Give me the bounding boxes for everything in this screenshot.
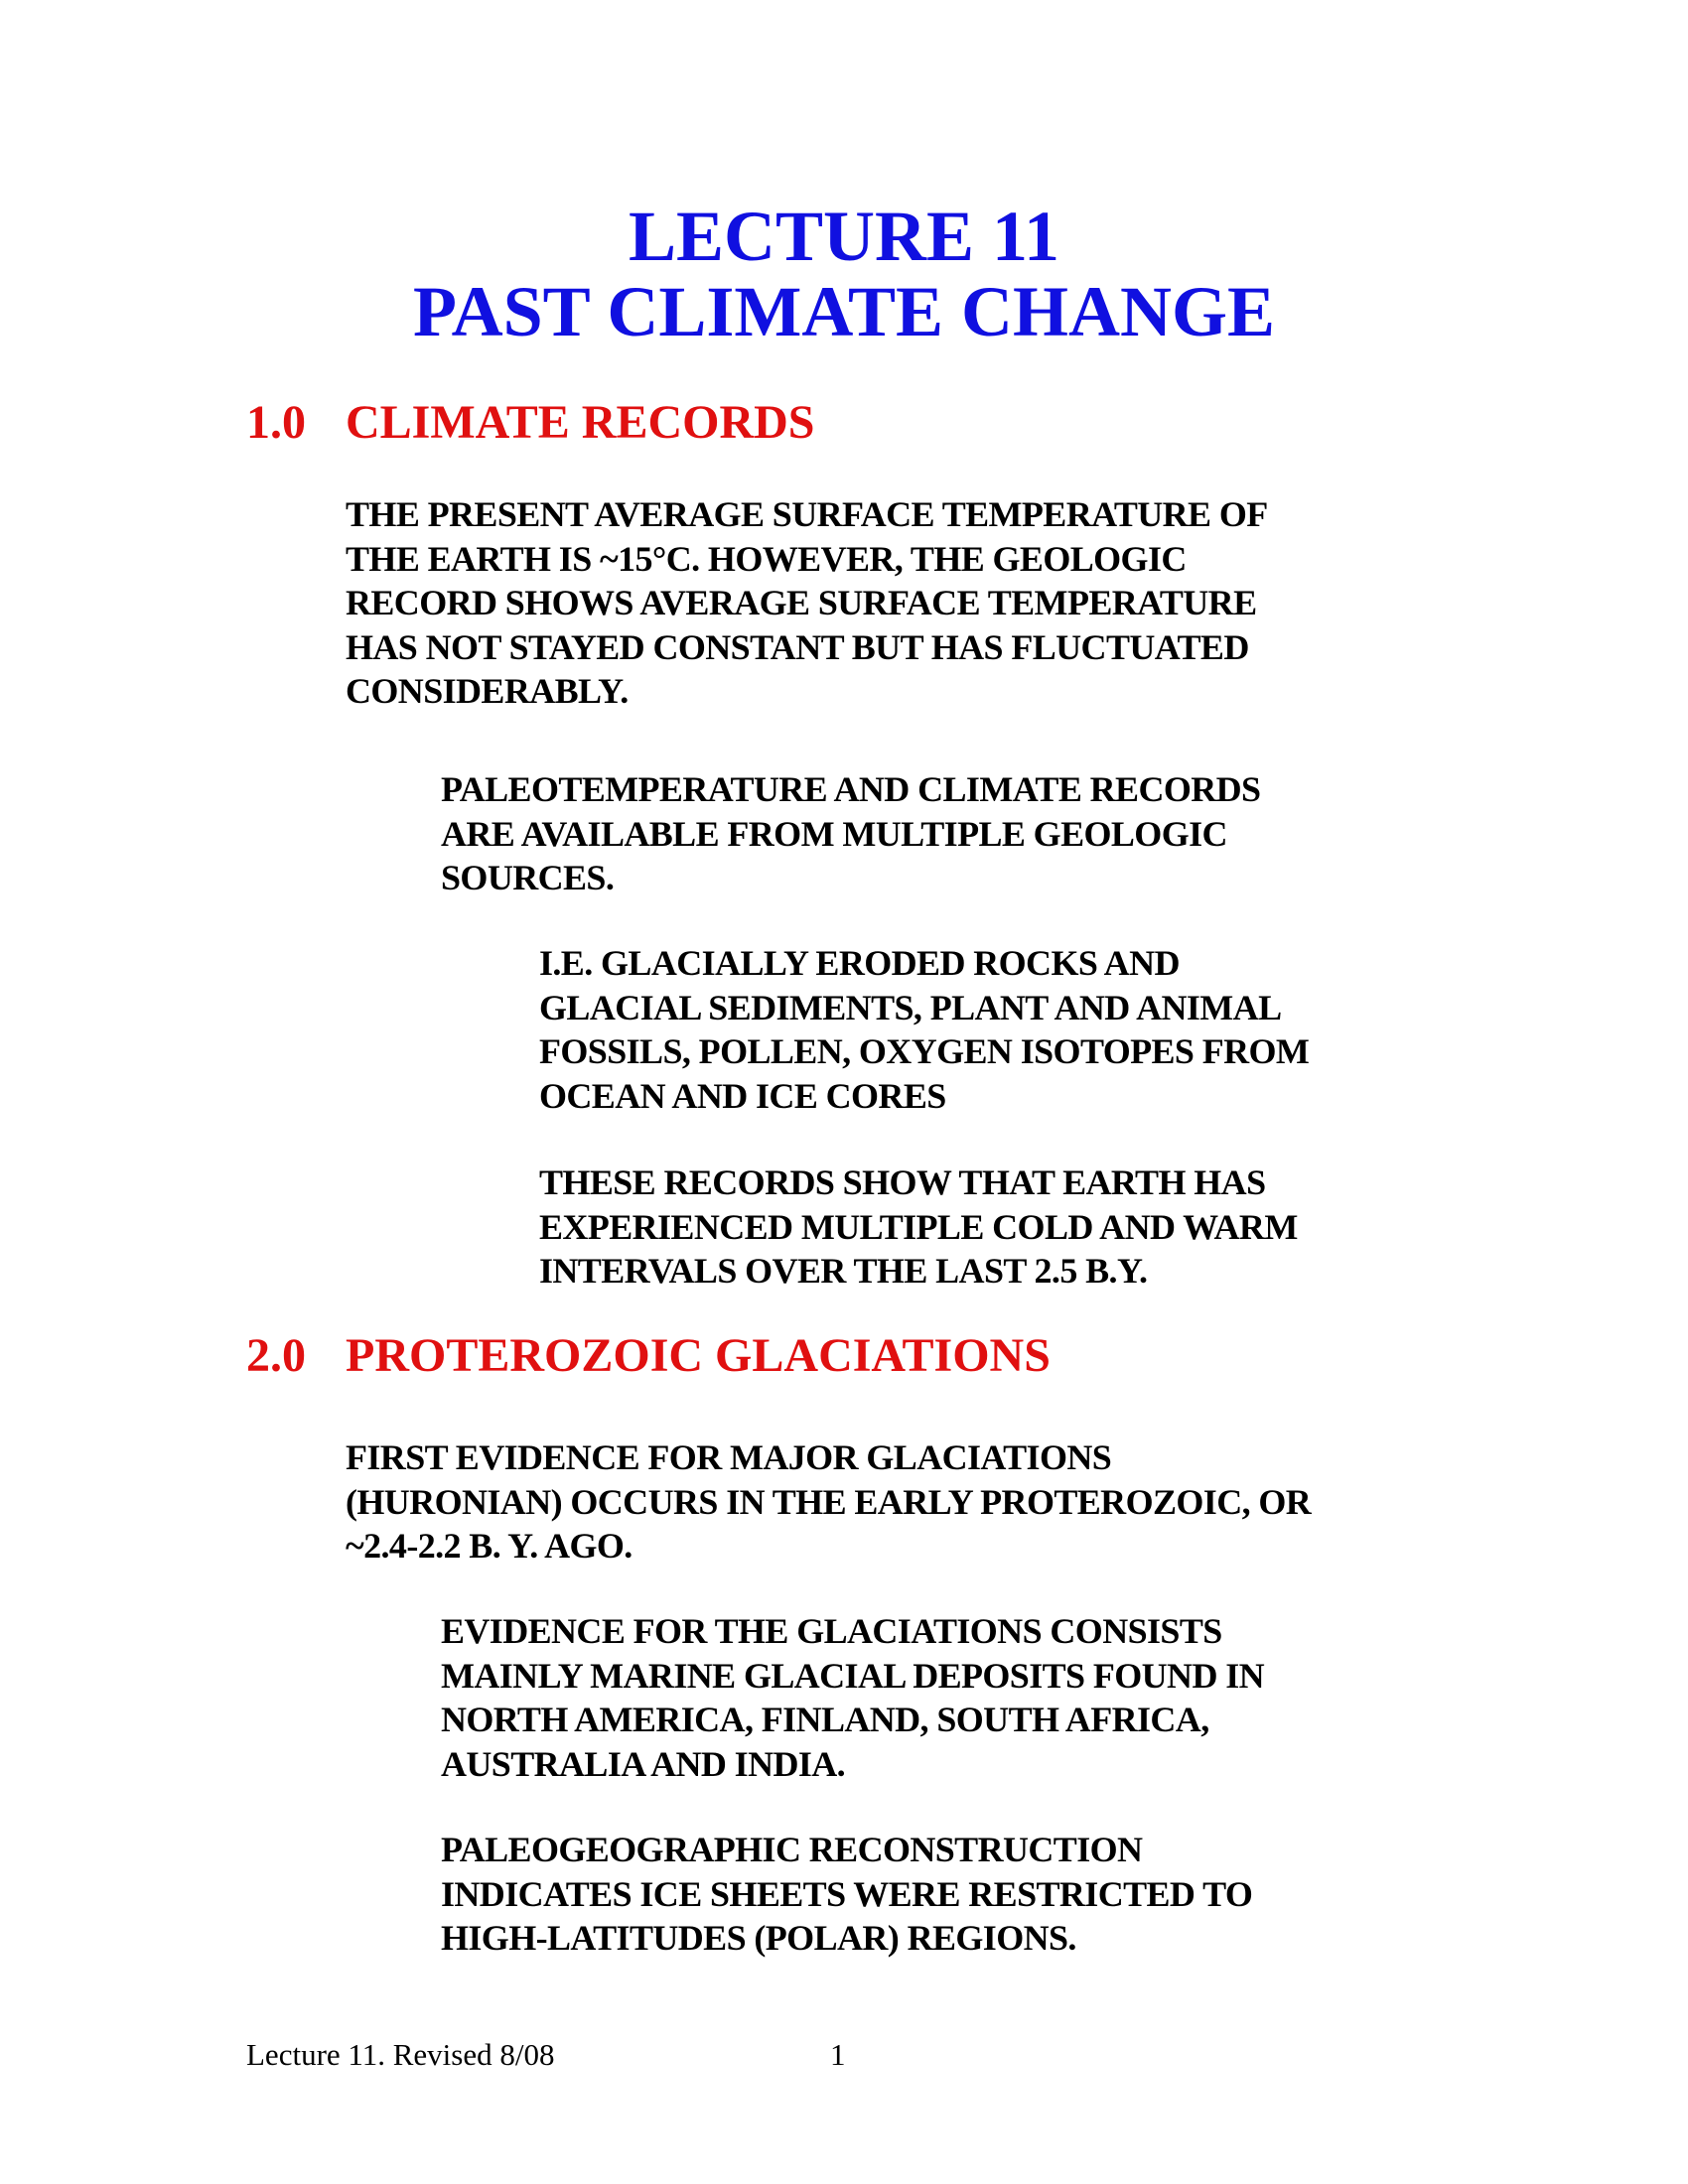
document-title-line-1: LECTURE 11 — [628, 197, 1060, 276]
paragraph-record-sources — [539, 941, 1309, 1118]
paragraph-paleogeographic-reconstruction — [441, 1828, 1252, 1961]
text-line: CONSIDERABLY. — [346, 671, 629, 711]
text-line: INDICATES ICE SHEETS WERE RESTRICTED TO — [441, 1873, 1253, 1914]
text-line: HAS NOT STAYED CONSTANT BUT HAS FLUCTUATED — [346, 626, 1249, 667]
text-line: THESE RECORDS SHOW THAT EARTH HAS — [539, 1162, 1266, 1202]
paragraph-paleotemperature-records — [441, 767, 1260, 900]
text-line: OCEAN AND ICE CORES — [539, 1075, 946, 1116]
paragraph-present-temperature — [346, 492, 1268, 714]
page-number: 1 — [830, 2037, 846, 2072]
text-line: I.E. GLACIALLY ERODED ROCKS AND — [539, 943, 1180, 983]
text-line: ~2.4-2.2 B. Y. AGO. — [346, 1526, 633, 1566]
text-line: MAINLY MARINE GLACIAL DEPOSITS FOUND IN — [441, 1655, 1265, 1696]
text-line: INTERVALS OVER THE LAST 2.5 B.Y. — [539, 1251, 1148, 1291]
section-title: PROTEROZOIC GLACIATIONS — [346, 1329, 1051, 1382]
section-number: 2.0 — [246, 1329, 306, 1382]
text-line: PALEOTEMPERATURE AND CLIMATE RECORDS — [441, 769, 1261, 809]
footer-revision-note: Lecture 11. Revised 8/08 — [246, 2037, 555, 2072]
paragraph-cold-warm-intervals — [539, 1160, 1298, 1294]
text-line: EXPERIENCED MULTIPLE COLD AND WARM — [539, 1206, 1298, 1247]
text-line: GLACIAL SEDIMENTS, PLANT AND ANIMAL — [539, 987, 1282, 1027]
text-line: THE EARTH IS ~15°C. HOWEVER, THE GEOLOGIC — [346, 538, 1187, 579]
text-line: (HURONIAN) OCCURS IN THE EARLY PROTEROZOIC, OR — [346, 1481, 1312, 1522]
paragraph-glacial-evidence — [441, 1609, 1264, 1786]
text-line: SOURCES. — [441, 858, 615, 897]
section-heading-climate-records — [246, 397, 1140, 449]
text-line: FOSSILS, POLLEN, OXYGEN ISOTOPES FROM — [539, 1031, 1310, 1071]
section-number: 1.0 — [246, 396, 306, 449]
text-line: ARE AVAILABLE FROM MULTIPLE GEOLOGIC — [441, 813, 1227, 854]
text-line: FIRST EVIDENCE FOR MAJOR GLACIATIONS — [346, 1437, 1112, 1477]
text-line: EVIDENCE FOR THE GLACIATIONS CONSISTS — [441, 1611, 1222, 1651]
text-line: HIGH-LATITUDES (POLAR) REGIONS. — [441, 1918, 1076, 1958]
document-title-line-2: PAST CLIMATE CHANGE — [412, 272, 1276, 351]
text-line: THE PRESENT AVERAGE SURFACE TEMPERATURE OF — [346, 494, 1268, 534]
section-title: CLIMATE RECORDS — [346, 396, 815, 449]
section-heading-proterozoic-glaciations — [246, 1330, 1239, 1382]
text-line: RECORD SHOWS AVERAGE SURFACE TEMPERATURE — [346, 583, 1257, 622]
paragraph-huronian-glaciations — [346, 1435, 1311, 1569]
text-line: NORTH AMERICA, FINLAND, SOUTH AFRICA, — [441, 1700, 1209, 1739]
text-line: AUSTRALIA AND INDIA. — [441, 1743, 846, 1784]
text-line: PALEOGEOGRAPHIC RECONSTRUCTION — [441, 1830, 1143, 1869]
